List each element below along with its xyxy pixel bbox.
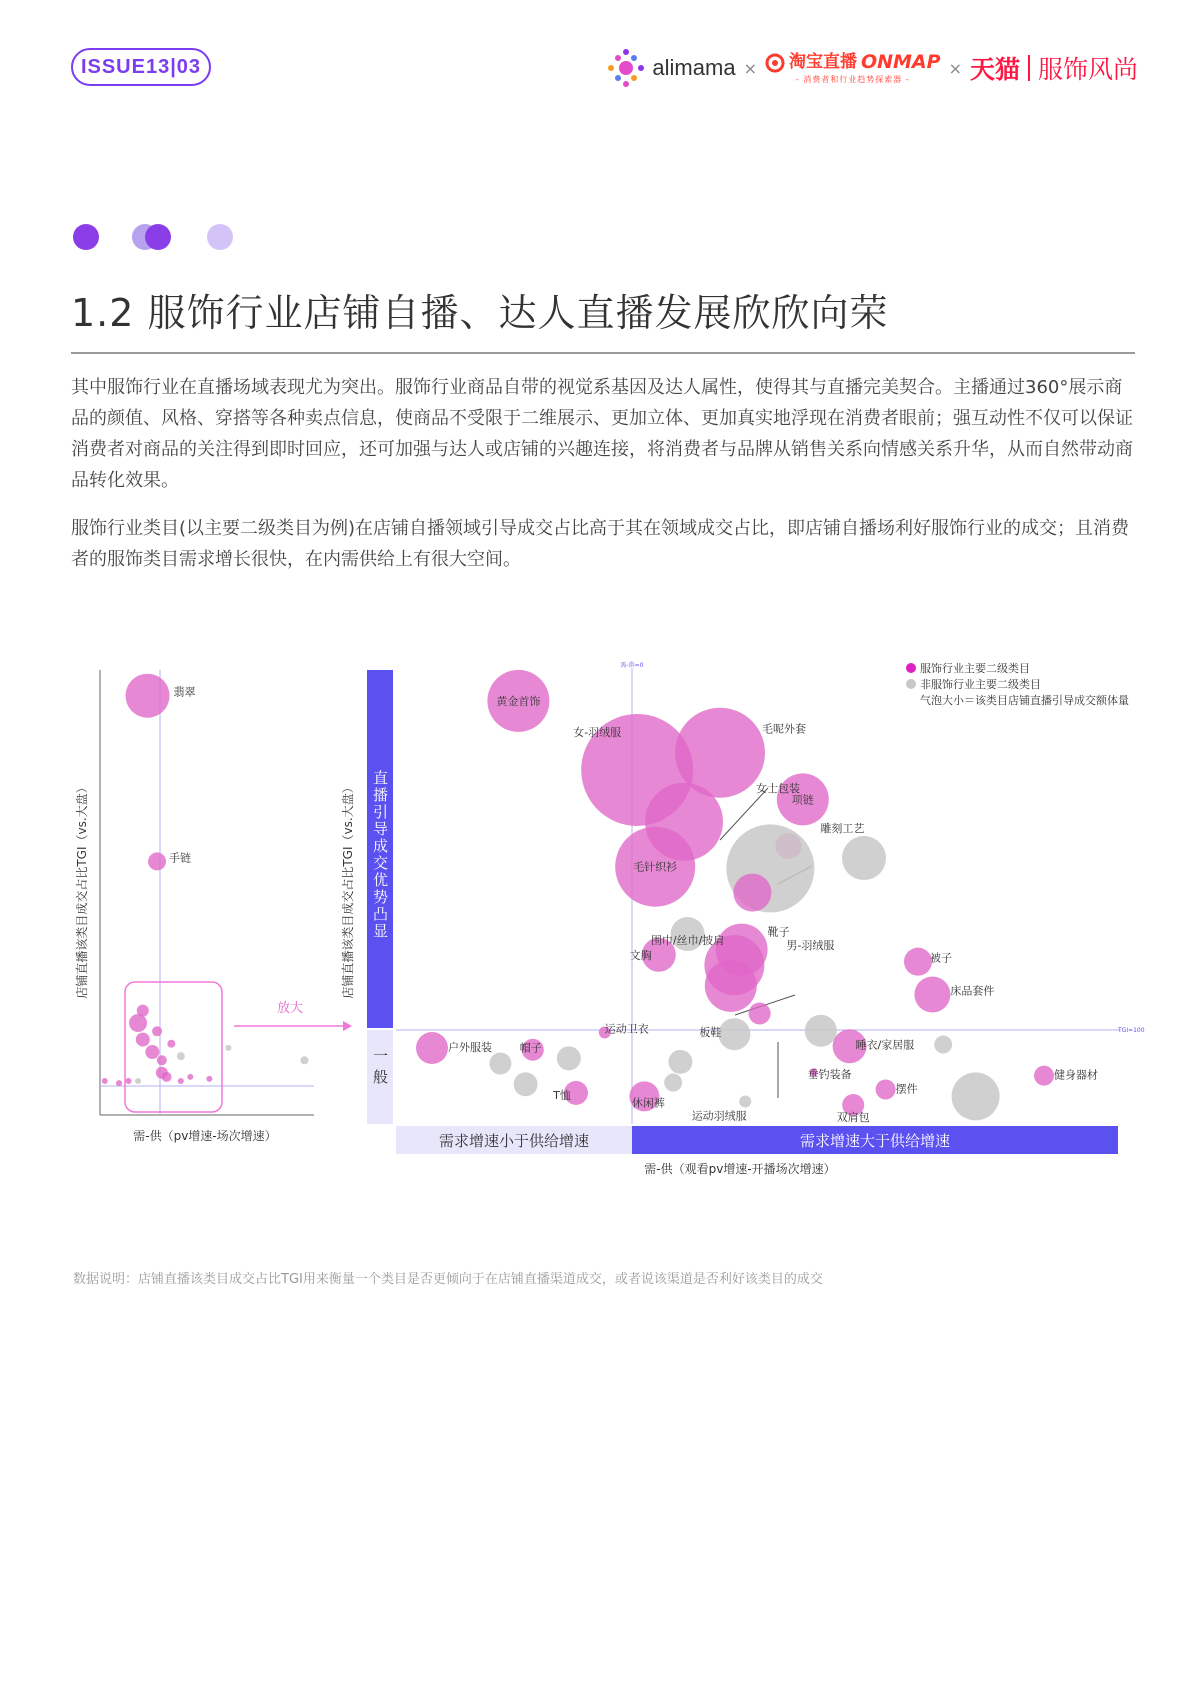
detail-bubble-label-19: 户外服装 <box>448 1041 492 1055</box>
detail-bubble-label-8: 毛针织衫 <box>633 860 678 874</box>
bubble-charts <box>0 640 1200 1200</box>
detail-bubble-label-4: 项链 <box>791 793 814 807</box>
detail-bubble-label-10: 围巾/丝巾/披肩 <box>650 934 725 948</box>
decor-dot-4 <box>207 224 233 250</box>
detail-bubble-label-24: 运动卫衣 <box>604 1022 649 1036</box>
data-note: 数据说明：店铺直播该类目成交占比TGI用来衡量一个类目是否更倾向于在店铺直播渠道成交，或者说该渠道是否利好该类目的成交 <box>73 1272 823 1287</box>
brand-logos <box>606 44 1138 92</box>
tmall-wordmark: 天猫 <box>969 55 1020 84</box>
taobao-live-tagline: - 消费者和行业趋势探索器 - <box>795 74 910 84</box>
taobao-live-wordmark: 淘宝直播 <box>788 52 857 72</box>
detail-bubble-label-5: 雕刻工艺 <box>820 821 865 835</box>
overview-bubble-0 <box>126 674 170 718</box>
detail-bubble-label-25: 板鞋 <box>699 1026 722 1040</box>
detail-bubble-label-37: 双肩包 <box>836 1111 870 1125</box>
detail-bubble-label-11: 靴子 <box>767 925 790 939</box>
detail-bubble-26 <box>668 1050 692 1074</box>
overview-bubble-5 <box>136 1033 150 1047</box>
overview-bubble-19 <box>178 1078 184 1084</box>
times-sign: × <box>743 58 757 78</box>
legend-apparel-dot <box>906 663 916 673</box>
legend-apparel-label: 服饰行业主要二级类目 <box>920 662 1030 675</box>
tmall-divider <box>1028 55 1030 81</box>
ref-line-v-label: 需-供=0 <box>620 662 644 669</box>
detail-bubble-35 <box>952 1072 1000 1120</box>
overview-bubble-6 <box>167 1040 175 1048</box>
detail-bubble-34 <box>1034 1066 1054 1086</box>
detail-points <box>416 670 1098 1124</box>
overview-xlabel: 需-供（pv增速-场次增速） <box>133 1129 277 1143</box>
overview-ylabel: 店铺直播该类目成交占比TGI（vs.大盘） <box>75 781 89 999</box>
overview-bubble-7 <box>145 1045 159 1059</box>
detail-bubble-label-30: 休闲裤 <box>631 1096 665 1110</box>
detail-bubble-9 <box>733 874 771 912</box>
detail-bubble-19 <box>416 1032 448 1064</box>
detail-bubble-16 <box>914 976 950 1012</box>
overview-bubble-18 <box>206 1076 212 1082</box>
overview-bubble-label-0: 翡翠 <box>173 685 196 699</box>
title-divider <box>71 352 1135 354</box>
detail-bubble-label-0: 黄金首饰 <box>496 694 541 708</box>
decor-dot-3 <box>145 224 171 250</box>
overview-points <box>102 674 309 1086</box>
alimama-icon <box>606 46 646 90</box>
overview-bubble-13 <box>162 1072 172 1082</box>
overview-bubble-label-1: 手链 <box>169 851 192 865</box>
detail-bubble-25 <box>718 1018 750 1050</box>
paragraph-1: 其中服饰行业在直播场域表现尤为突出。服饰行业商品自带的视觉系基因及达人属性，使得其与直播完美契合。主播通过360°展示商品的颜值、风格、穿搭等各种卖点信息，使商品不受限于二维展示、更加立体、更加真实地浮现在消费者眼前；强互动性不仅可以保证消费者对商品的关注得到即时回应，还可加强与达人或店铺的兴趣连接，将消费者与品牌从销售关系向情感关系升华，从而自然带动商品转化效果。 <box>71 377 1133 491</box>
detail-bubble-17 <box>749 1002 771 1024</box>
detail-xlabel: 需-供（观看pv增速-开播场次增速） <box>644 1162 836 1176</box>
overview-bubble-11 <box>300 1056 308 1064</box>
detail-bubble-label-13: 男-羽绒服 <box>786 939 835 953</box>
times-sign-2: × <box>948 58 962 78</box>
detail-bubble-label-2: 毛呢外套 <box>762 722 806 736</box>
detail-bubble-label-33: 摆件 <box>895 1082 918 1096</box>
ref-line-h-label: TGI=100 <box>1118 1027 1145 1034</box>
detail-bubble-label-34: 健身器材 <box>1054 1068 1098 1082</box>
detail-bubble-label-32: 垂钓装备 <box>807 1068 852 1082</box>
detail-bubble-28 <box>934 1036 952 1054</box>
detail-bubble-label-16: 床品套件 <box>950 984 995 998</box>
detail-bubble-7 <box>842 836 886 880</box>
x-band-lower-label: 需求增速小于供给增速 <box>438 1132 590 1150</box>
detail-bubble-label-36: 运动羽绒服 <box>691 1109 747 1123</box>
detail-bubble-21 <box>489 1053 511 1075</box>
detail-bubble-label-1: 女-羽绒服 <box>573 725 622 739</box>
detail-bubble-label-20: 帽子 <box>519 1041 542 1055</box>
decor-dot-1 <box>73 224 99 250</box>
section-title: 1.2 服饰行业店铺自播、达人直播发展欣欣向荣 <box>71 291 889 335</box>
onmap-wordmark: ONMAP <box>860 51 941 73</box>
legend <box>906 661 1129 707</box>
detail-bubble-14 <box>705 960 757 1012</box>
taobao-live-icon <box>765 53 785 73</box>
detail-bubble-18 <box>805 1015 837 1047</box>
zoom-arrow-head <box>343 1021 352 1031</box>
overview-chart <box>74 670 352 1143</box>
detail-bubble-36 <box>739 1096 751 1108</box>
detail-bubble-22 <box>557 1046 581 1070</box>
detail-ylabel: 店铺直播该类目成交占比TGI（vs.大盘） <box>341 781 355 999</box>
legend-other-label: 非服饰行业主要二级类目 <box>920 678 1041 691</box>
legend-other-dot <box>906 679 916 689</box>
issue-badge: ISSUE13|03 <box>71 48 211 86</box>
overview-bubble-20 <box>135 1078 141 1084</box>
overview-bubble-4 <box>152 1026 162 1036</box>
overview-bubble-1 <box>148 852 166 870</box>
overview-bubble-15 <box>116 1080 122 1086</box>
detail-bubble-label-29: T恤 <box>553 1088 571 1102</box>
overview-bubble-9 <box>157 1055 167 1065</box>
detail-bubble-label-3: 女士包装 <box>756 781 800 795</box>
overview-bubble-10 <box>225 1045 231 1051</box>
overview-bubble-3 <box>129 1014 147 1032</box>
y-band-advantage-label: 直播引导成交优势凸显 <box>371 770 389 940</box>
detail-bubble-33 <box>876 1079 896 1099</box>
legend-size-note: 气泡大小＝该类目店铺直播引导成交额体量 <box>920 694 1129 707</box>
overview-bubble-14 <box>102 1078 108 1084</box>
overview-bubble-17 <box>187 1074 193 1080</box>
overview-bubble-16 <box>126 1078 132 1084</box>
detail-bubble-31 <box>664 1074 682 1092</box>
x-band-upper-label: 需求增速大于供给增速 <box>799 1132 951 1150</box>
detail-bubble-23 <box>514 1072 538 1096</box>
alimama-wordmark: alimama <box>652 55 736 80</box>
decor-dots <box>73 224 243 252</box>
detail-bubble-label-27: 睡衣/家居服 <box>855 1038 915 1052</box>
alimama-logo <box>606 46 735 90</box>
overview-bubble-8 <box>177 1052 185 1060</box>
detail-bubble-label-12: 文胸 <box>629 948 652 962</box>
detail-bubble-label-15: 被子 <box>930 951 952 965</box>
paragraph-2: 服饰行业类目(以主要二级类目为例)在店铺自播领域引导成交占比高于其在领域成交占比，即店铺自播场利好服饰行业的成交；且消费者的服饰类目需求增长很快，在内需供给上有很大空间。 <box>71 518 1130 570</box>
detail-bubble-15 <box>904 948 932 976</box>
taobao-live-logo <box>765 53 941 84</box>
y-band-normal-label: 一般 <box>371 1048 389 1090</box>
zoom-label: 放大 <box>276 1001 304 1016</box>
tmall-fashion-wordmark: 服饰风尚 <box>1037 55 1138 84</box>
detail-chart <box>340 661 1145 1176</box>
